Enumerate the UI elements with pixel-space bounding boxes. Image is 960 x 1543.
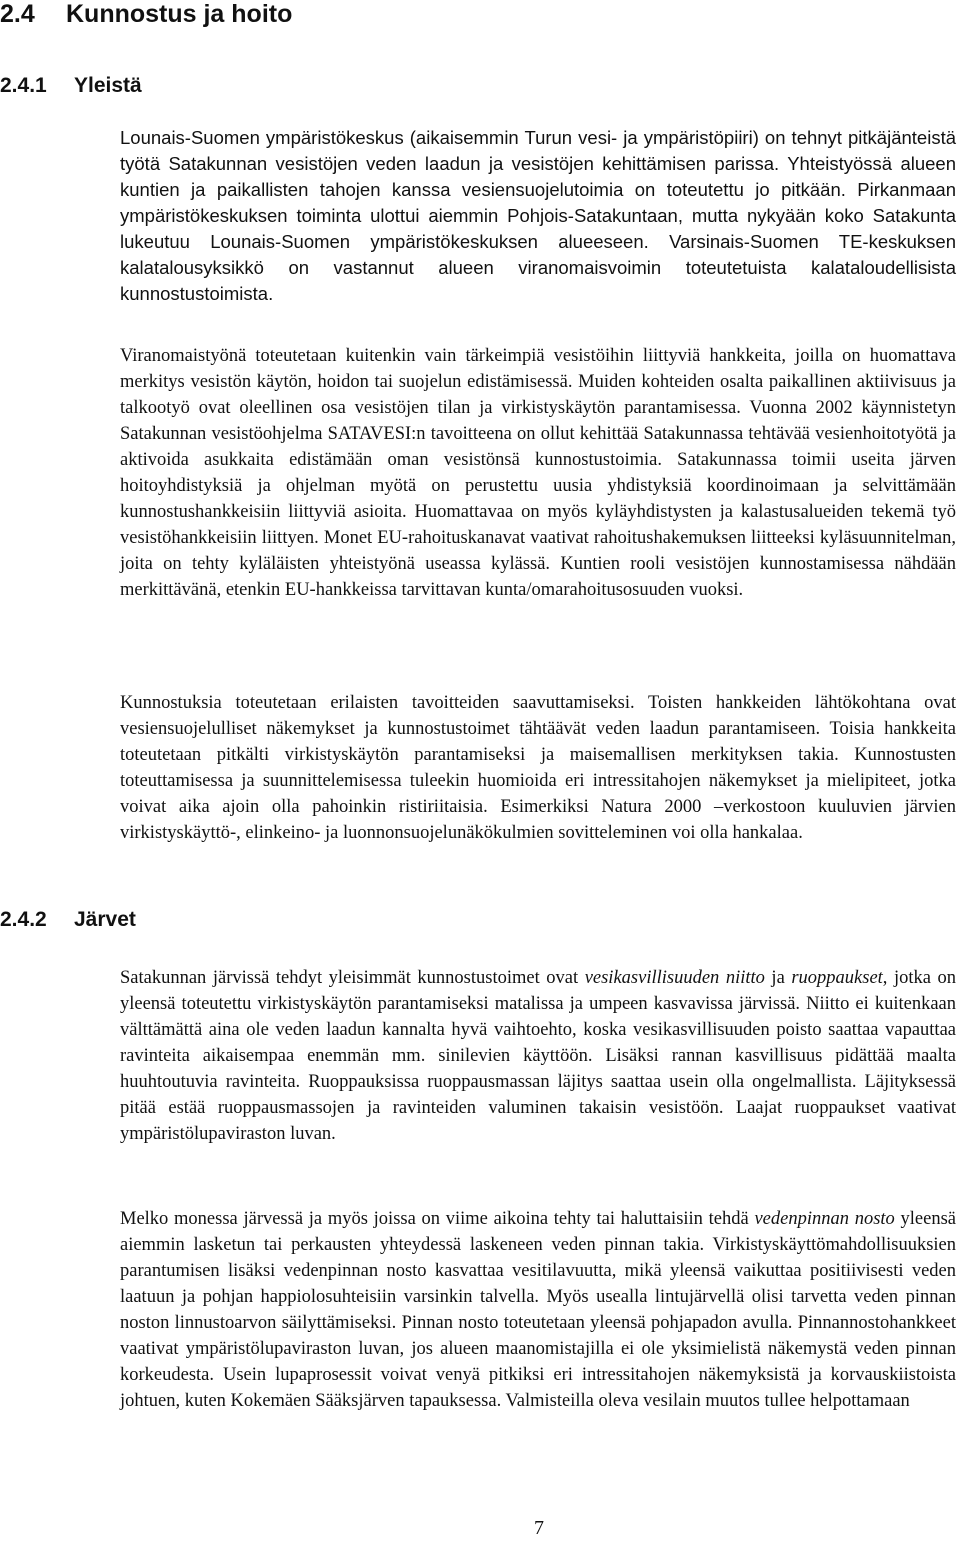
subsection-heading-yleista [0,73,142,99]
section-title: Kunnostus ja hoito [66,0,293,28]
text-run: ja [764,968,792,988]
page-number: 7 [534,1517,544,1539]
text-run: , jotka on yleensä toteutettu virkistyskäytön parantamiseksi matalissa ja umpeen kasvavissa järvissä. Niitto ei kuitenkaan välttämättä aina ole veden laadun kannalta hyvä vaihtoehto, koska vesikasvillisuuden poisto saattaa vapauttaa ravinteita aikaisempaa enemmän mm. sinilevien käyttöön. Lisäksi rannan kasvillisuus pidättää maalta huuhtoutuvia ravinteita. Ruoppauksissa ruoppausmassan läjitys saattaa usein olla ongelmallista. Läjityksessä pitää estää ruoppausmassojen ja ravinteiden valuminen takaisin vesistöön. Laajat ruoppaukset vaativat ympäristölupaviraston luvan. [120,968,956,1144]
paragraph-jarvet-2 [120,1206,956,1414]
paragraph-yleista-3: Kunnostuksia toteutetaan erilaisten tavoitteiden saavuttamiseksi. Toisten hankkeiden lähtökohtana ovat vesiensuojelulliset näkemykset ja kunnostustoimet tähtäävät veden laadun parantamiseen. Toisia hankkeita toteutetaan pitkälti virkistyskäytön parantamiseksi ja maisemallisen merkityksen takia. Kunnostusten toteuttamisessa ja suunnittelemisessa tuleekin huomioida eri intressitahojen näkemykset ja mielipiteet, jotka voivat aika ajoin olla pahoinkin ristiriitaisia. Esimerkiksi Natura 2000 –verkostoon kuuluvien järvien virkistyskäyttö-, elinkeino- ja luonnonsuojelunäkökulmien sovitteleminen voi olla hankalaa. [120,693,956,843]
text-run: Melko monessa järvessä ja myös joissa on viime aikoina tehty tai haluttaisiin tehdä [120,1209,755,1229]
section-number: 2.4 [0,0,35,28]
subsection-title: Yleistä [74,74,142,97]
text-run: yleensä aiemmin lasketun tai perkausten yhteydessä laskeneen veden pinnan takia. Virkistyskäyttömahdollisuuksien parantumisen lisäksi vedenpinnan nosto kasvattaa vesitilavuutta, mikä yleensä vaikuttaa positiivisesti veden laatuun ja pohjan happiolosuhteisiin varsinkin talvella. Myös usealla lintujärvellä olisi tarvetta veden pinnan noston linnustoarvon säilyttämiseksi. Pinnan nosto toteutetaan yleensä pohjapadon avulla. Pinnannostohankkeet vaativat ympäristölupaviraston luvan, jos alueen maanomistajilla ei ole yksimielistä näkemystä veden pinnan korkeudesta. Usein lupaprosessit voivat venyä pitkiksi eri intressitahojen näkemyksistä ja korvauskiistoista johtuen, kuten Kokemäen Sääksjärven tapauksessa. Valmisteilla oleva vesilain muutos tullee helpottamaan [120,1209,956,1411]
section-heading [0,0,292,28]
emphasis-term: vesikasvillisuuden niitto [584,968,765,988]
subsection-heading-jarvet [0,907,136,933]
paragraph-yleista-1: Lounais-Suomen ympäristökeskus (aikaisemmin Turun vesi- ja ympäristöpiiri) on tehnyt pitkäjänteistä työtä Satakunnan vesistöjen veden laadun ja vesistöjen kehittämisen parissa. Yhteistyössä alueen kuntien ja paikallisten tahojen kanssa vesiensuojelutoimia on toteutettu jo pitkään. Pirkanmaan ympäristökeskuksen toiminta ulottui aiemmin Pohjois-Satakuntaan, mutta nykyään koko Satakunta lukeutuu Lounais-Suomen ympäristökeskuksen alueeseen. Varsinais-Suomen TE-keskuksen kalatalousyksikkö on vastannut alueen viranomaisvoimin toteutetuista kalataloudellisista kunnostustoimista. [120,127,956,304]
paragraph-yleista-2: Viranomaistyönä toteutetaan kuitenkin vain tärkeimpiä vesistöihin liittyviä hankkeita, joilla on huomattava merkitys vesistön käytön, hoidon tai suojelun edistämisessä. Muiden kohteiden osalta paikallinen aktiivisuus ja talkootyö ovat oleellinen osa vesistöjen tilan ja virkistyskäytön parantamisessa. Vuonna 2002 käynnistetyn Satakunnan vesistöohjelma SATAVESI:n tavoitteena on ollut kehittää Satakunnassa tehtävää vesienhoitotyötä ja aktivoida asukkaita edistämään oman vesistönsä kunnostustoimia. Satakunnassa toimii useita järven hoitoyhdistyksiä ja ohjelman myötä on perustettu uusia yhdistyksiä koordinoimaan ja selvittämään kunnostushankkeisiin liittyviä asioita. Huomattavaa on myös kyläyhdistysten ja kalastusalueiden tekemä työ vesistöhankkeisiin liittyen. Monet EU-rahoituskanavat vaativat rahoitushakemuksen liitteeksi kyläsuunnitelman, joita on tehty kyläläisten yhteistyönä useassa kylässä. Kuntien rooli vesistöjen kunnostamisessa nähdään merkittävänä, etenkin EU-hankkeissa tarvittavan kunta/omarahoitusosuuden vuoksi. [120,346,956,600]
subsection-number: 2.4.1 [0,74,47,97]
subsection-number: 2.4.2 [0,908,47,931]
emphasis-term: ruoppaukset [791,968,883,988]
emphasis-term: vedenpinnan nosto [754,1209,895,1229]
paragraph-jarvet-1 [120,965,956,1147]
subsection-title: Järvet [74,908,136,931]
text-run: Satakunnan järvissä tehdyt yleisimmät kunnostustoimet ovat [120,968,585,988]
